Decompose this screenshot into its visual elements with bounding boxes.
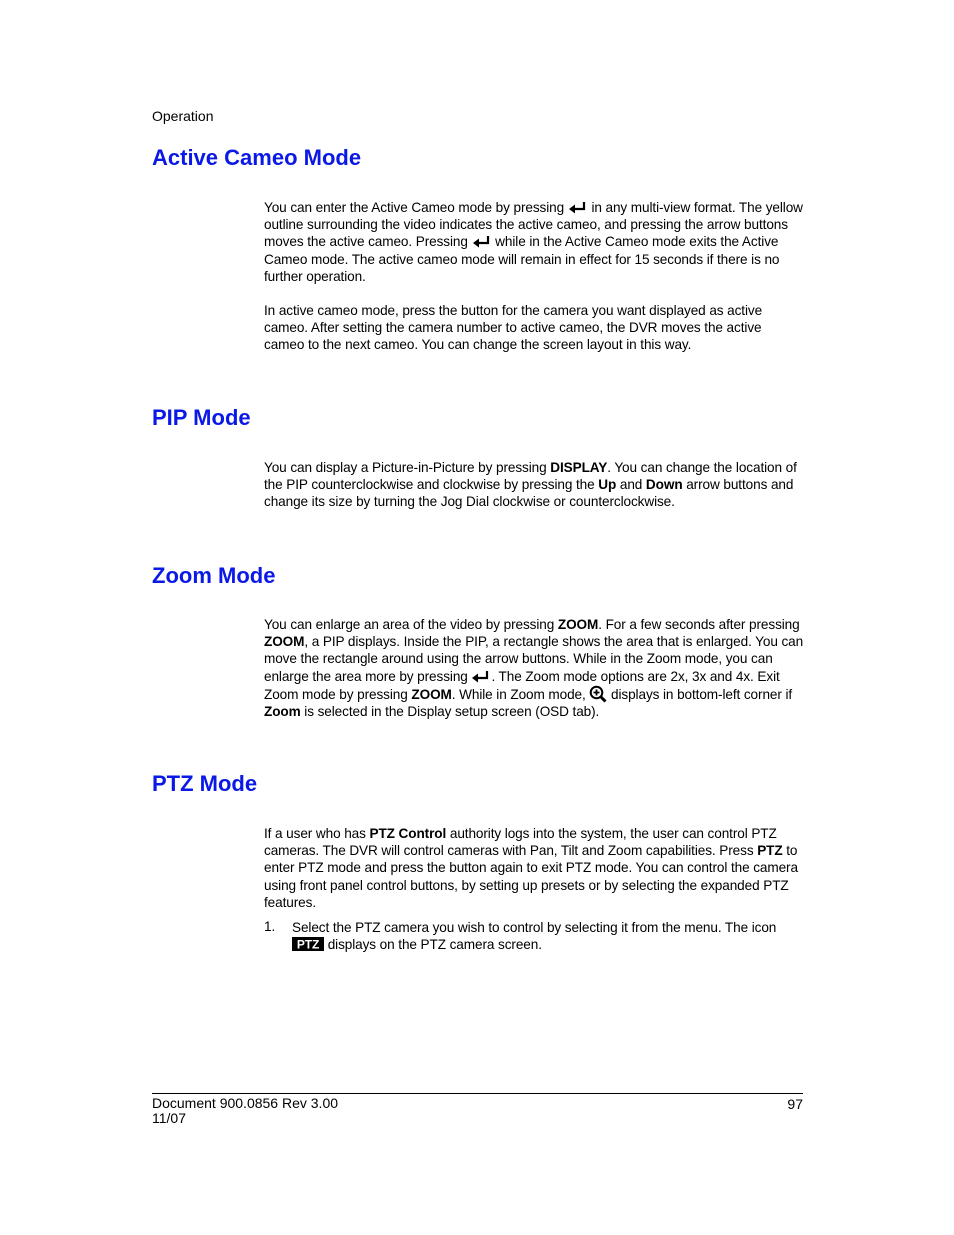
section-title-zoom: Zoom Mode bbox=[152, 563, 276, 588]
document-date: 11/07 bbox=[152, 1110, 186, 1126]
svg-text:PTZ: PTZ bbox=[296, 937, 320, 952]
running-head: Operation bbox=[152, 108, 214, 124]
pip-paragraph: You can display a Picture-in-Picture by pressing DISPLAY. You can change the location of the PIP counterclockwise and clockwise by pressing the Up and Down arrow buttons and change its size by turning the Jog Dial clockwise or counterclockwise. bbox=[264, 460, 797, 510]
section-title-active-cameo: Active Cameo Mode bbox=[152, 145, 362, 170]
active-cameo-paragraph-1: You can enter the Active Cameo mode by pressing in any multi-view format. The yellow outline surrounding the video indicates the active cameo, and pressing the arrow buttons moves the active cameo. Pressing while in the Active Cameo mode exits the Active Cameo mode. The active cameo mode will remain in effect for 15 seconds if there is no further operation. bbox=[264, 200, 803, 284]
enter-arrow-icon bbox=[471, 670, 491, 684]
page-number: 97 bbox=[787, 1096, 803, 1112]
document-number: Document 900.0856 Rev 3.00 bbox=[152, 1095, 339, 1111]
footer-rule bbox=[152, 1093, 803, 1094]
ptz-paragraph: If a user who has PTZ Control authority logs into the system, the user can control PTZ cameras. The DVR will control cameras with Pan, Tilt and Zoom capabilities. Press PTZ to enter PTZ mode and press the button again to exit PTZ mode. You can control the camera using front panel control buttons, by setting up presets or by selecting the expanded PTZ features. bbox=[264, 826, 798, 910]
enter-arrow-icon bbox=[472, 235, 492, 249]
list-item-number: 1. bbox=[264, 919, 276, 934]
section-title-ptz: PTZ Mode bbox=[152, 771, 258, 796]
ptz-icon bbox=[292, 937, 324, 951]
footer-document-info bbox=[152, 1096, 338, 1126]
zoom-paragraph: You can enlarge an area of the video by pressing ZOOM. For a few seconds after pressing ZOOM, a PIP displays. Inside the PIP, a rectangle shows the area that is enlarged. You can move the rectangle around using the arrow buttons. While in the Zoom mode, you can enlarge the area more by pressing . The Zoom mode options are 2x, 3x and 4x. Exit Zoom mode by pressing ZOOM. While in Zoom mode, displays in bottom-left corner if Zoom is selected in the Display setup screen (OSD tab). bbox=[264, 617, 804, 720]
section-title-pip: PIP Mode bbox=[152, 405, 251, 430]
enter-arrow-icon bbox=[568, 201, 588, 215]
active-cameo-paragraph-2: In active cameo mode, press the button for the camera you want displayed as active cameo. After setting the camera number to active cameo, the DVR moves the active cameo to the next cameo. You can change the screen layout in this way. bbox=[264, 303, 763, 353]
list-item: Select the PTZ camera you wish to control by selecting it from the menu. The icon PTZ displays on the PTZ camera screen. bbox=[292, 920, 777, 953]
zoom-in-icon bbox=[589, 685, 607, 703]
